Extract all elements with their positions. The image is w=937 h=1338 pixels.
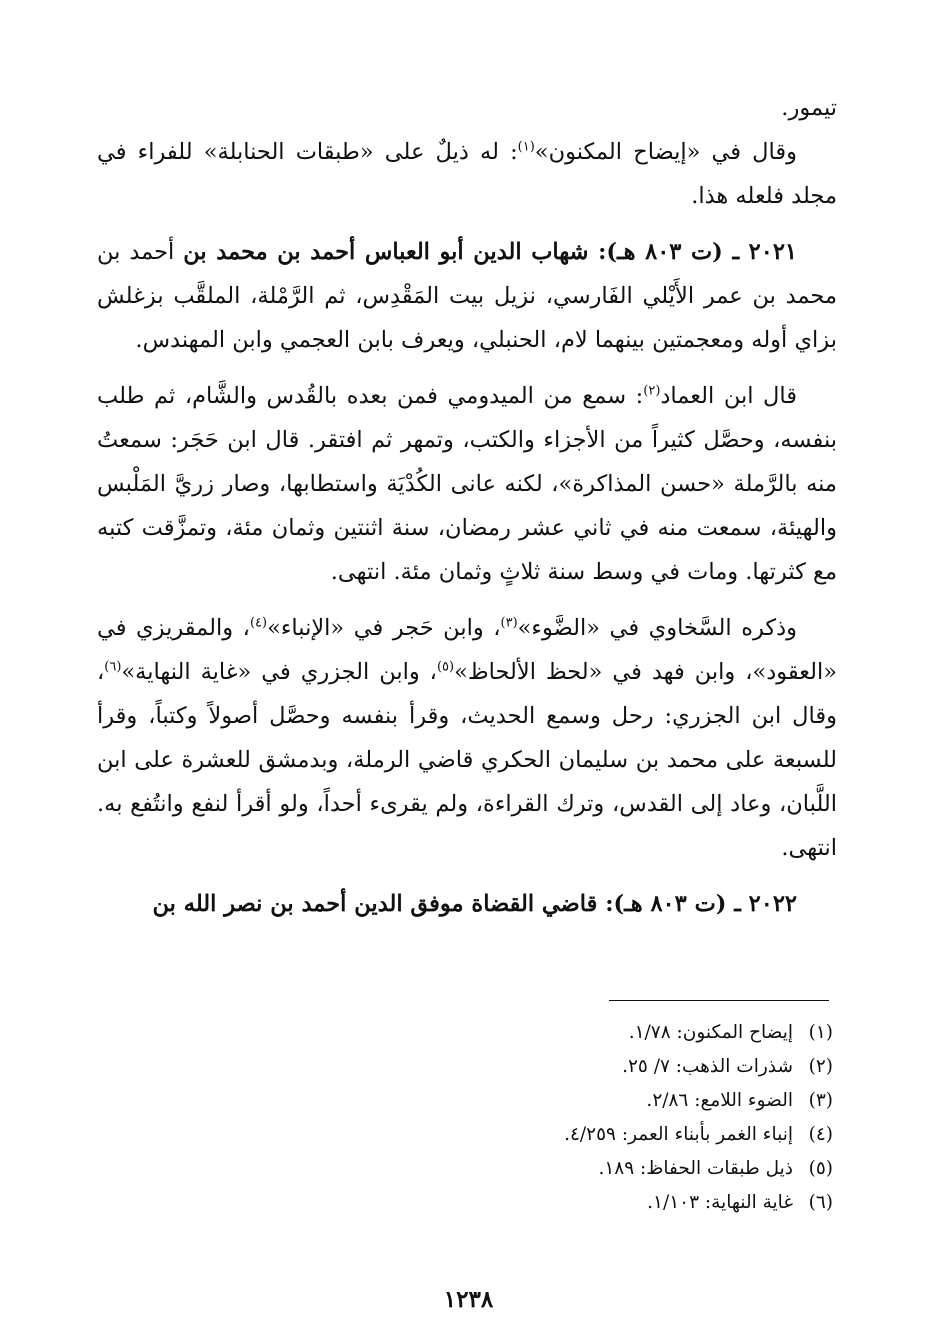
footnote-text: شذرات الذهب: ٧/ ٢٥.: [622, 1056, 793, 1077]
footnote-number: (٥): [808, 1158, 833, 1179]
paragraph-text: تيمور.: [781, 95, 837, 121]
footnote-item: [333, 1084, 833, 1118]
footnote-divider: [609, 1000, 829, 1001]
paragraph-text: قال ابن العماد: [660, 383, 797, 409]
entry-2022: [97, 882, 837, 926]
paragraph-text: ، وابن حَجر في «الإنباء»: [267, 615, 501, 641]
footnote-item: [333, 1152, 833, 1186]
footnote-item: [333, 1050, 833, 1084]
footnote-ref: (٦): [104, 659, 122, 675]
footnotes-list: [333, 1016, 833, 1220]
main-text: [97, 86, 837, 926]
paragraph-timur: [97, 86, 837, 130]
footnote-ref: (٣): [500, 615, 518, 631]
footnote-text: إنباء الغمر بأبناء العمر: ٤/٢٥٩.: [564, 1124, 793, 1145]
footnote-ref: (٢): [643, 383, 661, 399]
paragraph-text: ، وقال ابن الجزري: رحل وسمع الحديث، وقرأ بنفسه وحصَّل أصولاً وكتباً، وقرأ للسبعة على محمد بن سليمان الحكري قاضي الرملة، وبدمشق للعشرة على ابن اللَّبان، وعاد إلى القدس، وترك القراءة، ولم يقرىء أحداً، ولو أقرأ لنفع وانتُفع به. انتهى.: [97, 659, 837, 861]
entry-heading: ٢٠٢١ ـ (ت ٨٠٣ هـ): شهاب الدين أبو العباس أحمد بن محمد بن: [183, 239, 797, 265]
footnote-ref: (٤): [249, 615, 268, 631]
paragraph-text: : له ذيلٌ على «طبقات الحنابلة» للفراء في مجلد فلعله هذا.: [97, 139, 837, 209]
paragraph-text: وقال في «إيضاح المكنون»: [534, 139, 797, 165]
footnote-ref: (٥): [436, 659, 455, 675]
paragraph-text: : سمع من الميدومي فمن بعده بالقُدس والشَّام، ثم طلب بنفسه، وحصَّل كثيراً من الأجزاء والكتب، وتمهر ثم افتقر. قال ابن حَجَر: سمعتُ منه بالرَّملة «حسن المذاكرة»، لكنه عانى الكُدْيَة واستطابها، وصار زريَّ المَلْبس والهيئة، سمعت منه في ثاني عشر رمضان، سنة اثنتين وثمان مئة، وتمزَّقت كتبه مع كثرتها. ومات في وسط سنة ثلاثٍ وثمان مئة. انتهى.: [97, 383, 837, 585]
paragraph-ibn-alimad: [97, 374, 837, 594]
footnote-text: غاية النهاية: ١/١٠٣.: [647, 1192, 793, 1213]
entry-text: أحمد بن محمد بن عمر الأَيْلي الفَارسي، نزيل بيت المَقْدِس، ثم الرَّمْلة، الملقَّب بزغلش بزاي أوله ومعجمتين بينهما لام، الحنبلي، ويعرف بابن العجمي وابن المهندس.: [97, 239, 837, 353]
paragraph-sakhawi: [97, 606, 837, 870]
footnote-ref: (١): [517, 139, 535, 155]
footnote-text: إيضاح المكنون: ١/٧٨.: [628, 1022, 793, 1043]
paragraph-text: وذكره السَّخاوي في «الضَّوء»: [517, 615, 798, 641]
footnote-text: ذيل طبقات الحفاظ: ١٨٩.: [598, 1158, 793, 1179]
entry-2021: [97, 230, 837, 362]
footnote-item: [333, 1118, 833, 1152]
footnote-number: (٦): [808, 1192, 833, 1213]
footnote-number: (٢): [808, 1056, 833, 1077]
footnote-number: (٣): [808, 1090, 833, 1111]
footnote-number: (١): [808, 1022, 833, 1043]
footnote-item: [333, 1016, 833, 1050]
footnote-text: الضوء اللامع: ٢/٨٦.: [646, 1090, 793, 1111]
footnote-number: (٤): [808, 1124, 833, 1145]
footnote-item: [333, 1186, 833, 1220]
page-number: ١٢٣٨: [443, 1286, 494, 1313]
paragraph-idah: [97, 130, 837, 218]
paragraph-text: ، والمقريزي في «العقود»، وابن فهد في «لحظ الألحاظ»: [97, 615, 837, 685]
entry-heading: ٢٠٢٢ ـ (ت ٨٠٣ هـ): قاضي القضاة موفق الدين أحمد بن نصر الله بن: [152, 891, 797, 917]
paragraph-text: ، وابن الجزري في «غاية النهاية»: [121, 659, 437, 685]
